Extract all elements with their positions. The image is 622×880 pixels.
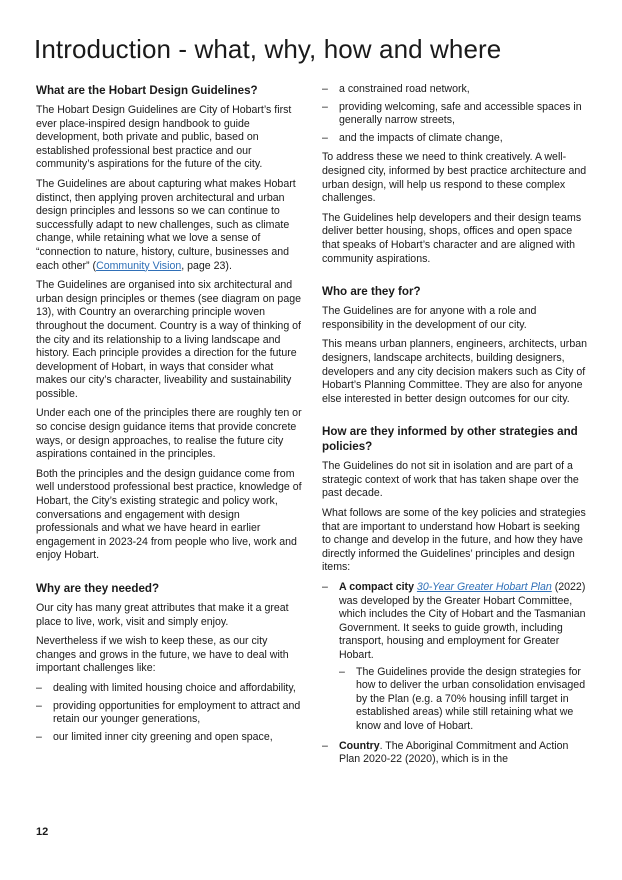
section-spacer: [322, 272, 588, 284]
list-item: – our limited inner city greening and open space,: [36, 731, 303, 745]
page-number: 12: [36, 826, 49, 838]
heading-why-needed: Why are they needed?: [36, 582, 160, 595]
list-item: [322, 581, 588, 734]
sub-list: [339, 666, 588, 734]
list-item: – a constrained road network,: [322, 83, 588, 97]
strategies-list: [322, 581, 588, 767]
paragraph: Our city has many great attributes that make it a great place to live, work, visit and simply enjoy.: [36, 602, 289, 628]
left-column: [36, 83, 303, 750]
paragraph-text: The Guidelines are about capturing what makes Hobart distinct, then applying proven architectural and urban design principles and lessons so we can continue to successfully adapt to new challenges, such as climate change, while retaining what we love a sense of “connection to nature, history, culture, businesses and each other” (: [36, 177, 296, 272]
item-bold: Country: [339, 739, 380, 752]
page-title: Introduction - what, why, how and where: [34, 34, 502, 64]
item-text: . The Aboriginal Commitment and Action Plan 2020-22 (2020), which is in the: [339, 739, 569, 766]
paragraph: To address these we need to think creatively. A well-designed city, informed by best practice architecture and urban design, will help us respond to these complex challenges.: [322, 151, 587, 205]
section-spacer: [322, 412, 588, 424]
paragraph: Under each one of the principles there are roughly ten or so concise design guidance items that provide concrete ways, or design approaches, to realise the future city aspirations contained in the principles.: [36, 407, 302, 461]
item-bold: A compact city: [339, 581, 414, 594]
list-item: – providing opportunities for employment to attract and retain our younger generations,: [36, 700, 303, 727]
paragraph: Both the principles and the design guidance come from well understood professional best practice, knowledge of Hobart, the City’s existing strategic and policy work, conversations and engagement with design professionals and what we have heard in earlier engagement in 2023-24 from people who live, work and enjoy Hobart.: [36, 467, 302, 562]
list-item: – dealing with limited housing choice and affordability,: [36, 682, 303, 696]
paragraph: [36, 178, 303, 273]
paragraph: The Guidelines are for anyone with a role and responsibility in the development of our city.: [322, 305, 537, 331]
heading-what-are-guidelines: What are the Hobart Design Guidelines?: [36, 84, 258, 97]
community-vision-link[interactable]: Community Vision: [96, 259, 182, 272]
greater-hobart-plan-link[interactable]: 30-Year Greater Hobart Plan: [416, 581, 552, 594]
paragraph: The Hobart Design Guidelines are City of Hobart’s first ever place-inspired design handbook to guide development, both private and public, based on established professional best practice and our community’s aspirations for the future of the city.: [36, 104, 292, 171]
section-spacer: [36, 569, 303, 581]
paragraph-text: , page 23).: [181, 259, 232, 272]
list-item: – and the impacts of climate change,: [322, 132, 588, 146]
heading-how-informed: How are they informed by other strategies and policies?: [322, 425, 578, 454]
list-item: – The Guidelines provide the design strategies for how to deliver the urban consolidation envisaged by the Plan (e.g. a 70% housing infill target in established areas) while still retaining what we know and love of Hobart.: [339, 666, 588, 734]
paragraph: The Guidelines are organised into six architectural and urban design principles or themes (see diagram on page 13), with Country an overarching principle woven throughout the document. Country is a way of thinking of the city and its relationship to a living landscape and history. Each principle provides a direction for the future development of Hobart, in ways that consider what makes our city’s character, liveability and sustainability possible.: [36, 279, 301, 400]
list-item: [322, 740, 588, 767]
heading-who-for: Who are they for?: [322, 285, 421, 299]
paragraph: What follows are some of the key policies and strategies that are important to understand how Hobart is seeking to change and develop in the future, and how they have directly informed the Guidelines’ principles and design items:: [322, 507, 586, 574]
right-column: [322, 83, 588, 773]
paragraph: This means urban planners, engineers, architects, urban designers, landscape architects, building designers, developers and any city decision makers such as City of Hobart’s Planning Committee. They are also for anyone else interested in better design outcomes for our city.: [322, 338, 587, 405]
list-item: – providing welcoming, safe and accessible spaces in generally narrow streets,: [322, 101, 588, 128]
paragraph: The Guidelines help developers and their design teams deliver better housing, shops, offices and open space that speaks of Hobart’s character and are aligned with community aspirations.: [322, 211, 582, 265]
challenges-list-continued: [322, 83, 588, 145]
paragraph: Nevertheless if we wish to keep these, as our city changes and grows in the future, we have to deal with important challenges like:: [36, 635, 289, 675]
challenges-list: [36, 682, 303, 744]
paragraph: The Guidelines do not sit in isolation and are part of a strategic context of work that has taken shape over the past decade.: [322, 460, 579, 500]
item-text: (2022) was developed by the Greater Hobart Committee, which includes the City of Hobart and the Tasmanian Government. It seeks to guide growth, including transport, housing and employment for Greater Hobart.: [339, 581, 586, 661]
